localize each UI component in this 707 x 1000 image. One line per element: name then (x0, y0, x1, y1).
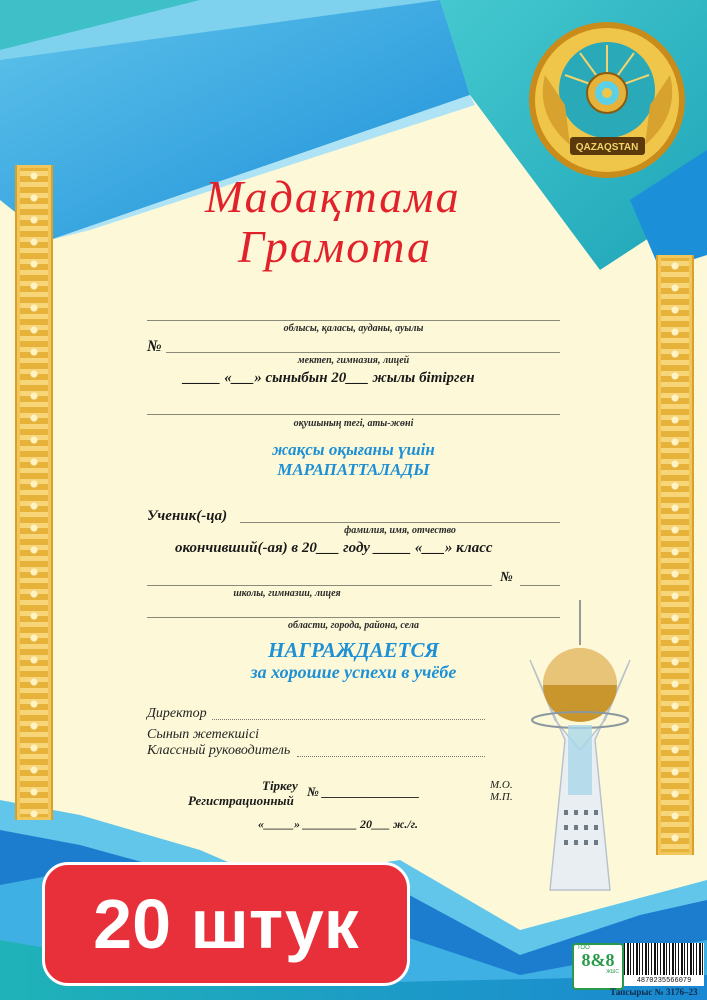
title-russian: Грамота (238, 221, 433, 272)
title-kazakh: Мадақтама (205, 171, 461, 222)
registration-ru-label: Регистрационный (188, 793, 294, 808)
director-signature-line[interactable] (212, 719, 485, 720)
quantity-badge: 20 штук (42, 862, 410, 986)
logo-main-text: 8&8 (581, 950, 615, 970)
school-kz-line[interactable] (166, 352, 560, 353)
number-label-ru: № (500, 570, 513, 585)
registration-number-field[interactable]: № _______________ (307, 784, 420, 799)
school-number-ru-line[interactable] (520, 585, 560, 586)
left-ornament-border (15, 165, 53, 820)
caption-school-kz: мектеп, гимназия, лицей (297, 355, 410, 366)
barcode-digits: 4870235566079 (624, 977, 704, 985)
award-verb-ru: НАГРАЖДАЕТСЯ (268, 638, 439, 662)
region-kz-line[interactable] (147, 320, 560, 321)
caption-student-kz: оқушының тегі, аты-жөні (293, 418, 414, 429)
caption-region-kz: облысы, қаласы, ауданы, ауылы (283, 323, 424, 334)
class-teacher-kz-label: Сынып жетекшісі (147, 727, 260, 742)
class-teacher-signature-line[interactable] (297, 756, 485, 757)
school-ru-line[interactable] (147, 585, 492, 586)
award-reason-kz: жақсы оқығаны үшін (272, 440, 435, 459)
graduated-line-ru[interactable]: окончивший(-ая) в 20___ году _____ «___» класс (175, 540, 493, 556)
caption-name-ru: фамилия, имя, отчество (344, 525, 456, 536)
date-line[interactable]: «_____» _________ 20___ ж./г. (258, 817, 419, 831)
graduated-line-kz[interactable]: _____ «___» сыныбын 20___ жылы бітірген (183, 370, 475, 386)
state-emblem-icon (525, 15, 690, 185)
student-kz-line[interactable] (147, 414, 560, 415)
right-ornament-border (656, 255, 694, 855)
logo-top-text: ТОО (577, 945, 590, 951)
award-reason-ru: за хорошие успехи в учёбе (250, 662, 457, 682)
region-ru-line[interactable] (147, 617, 560, 618)
number-label-kz: № (147, 338, 162, 355)
stamp-ru-label: М.П. (490, 791, 513, 803)
student-label-ru: Ученик(-ца) (147, 508, 228, 524)
student-name-ru-line[interactable] (240, 522, 560, 523)
barcode (624, 943, 704, 986)
caption-region-ru: области, города, района, села (288, 620, 419, 631)
class-teacher-ru-label: Классный руководитель (147, 743, 291, 758)
order-number: Тапсырыс № 3176–23 (610, 987, 698, 997)
svg-text:QAZAQSTAN: QAZAQSTAN (575, 142, 639, 153)
director-label: Директор (147, 706, 207, 721)
publisher-logo (572, 943, 624, 990)
registration-kz-label: Тіркеу (262, 778, 298, 793)
logo-bottom-text: ЖШС (606, 969, 619, 975)
baiterek-tower-icon (510, 600, 650, 900)
stamp-kz-label: М.О. (490, 779, 513, 791)
award-verb-kz: МАРАПАТТАЛАДЫ (277, 460, 430, 479)
caption-school-ru: школы, гимназии, лицея (233, 588, 341, 599)
